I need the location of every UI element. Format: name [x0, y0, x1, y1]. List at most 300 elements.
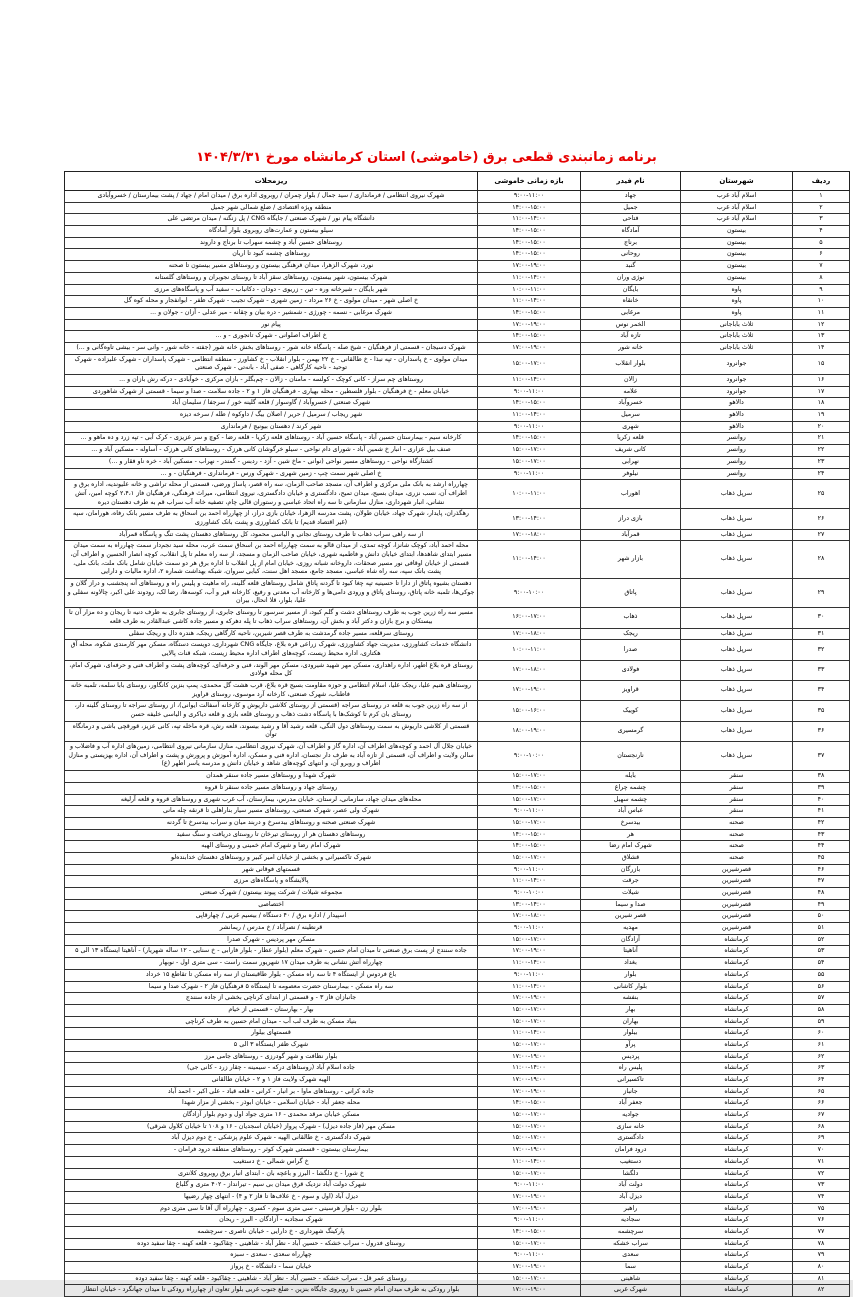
cell-areas: بنیاد مسکن به طرف لب آب - میدان امام حسین به طرف کرناچی	[65, 1016, 478, 1028]
cell-county: صحنه	[681, 841, 793, 853]
table-row	[65, 934, 850, 946]
table-header	[65, 172, 850, 191]
table-row	[65, 421, 850, 433]
cell-row-number: ۶۴	[793, 1075, 850, 1087]
table-row	[65, 191, 850, 203]
cell-feeder: نیلوفر	[581, 468, 681, 480]
cell-areas: خ شورا - خ دلگشا - البرز و باغچه بان - ابتدای انبار برق روبروی کلانتری	[65, 1168, 478, 1180]
table-row	[65, 1016, 850, 1028]
cell-county: سرپل ذهاب	[681, 701, 793, 721]
cell-county: کرمانشاه	[681, 1215, 793, 1227]
cell-row-number: ۶	[793, 249, 850, 261]
cell-areas: روستاهای دهستان هر از روستای تیرخان تا روستای دریافت و سنگ سفید	[65, 829, 478, 841]
cell-areas: شهرک صنعتی صحنه و روستاهای بیدسرخ و دربند میان و سراب بیدسرخ تا گردنه	[65, 817, 478, 829]
cell-row-number: ۴۴	[793, 841, 850, 853]
cell-feeder: سرمیل	[581, 410, 681, 422]
cell-county: کرمانشاه	[681, 1191, 793, 1203]
cell-row-number: ۶۹	[793, 1133, 850, 1145]
cell-county: پاوه	[681, 284, 793, 296]
cell-feeder: صدا و سیما	[581, 899, 681, 911]
cell-county: کرمانشاه	[681, 934, 793, 946]
table-body	[65, 191, 850, 1297]
table-row	[65, 214, 850, 226]
cell-areas: بیمارستان بیستون - قسمتی شهرک کوثر - روستاهای منطقه درود فرامان -	[65, 1145, 478, 1157]
cell-areas: میدان مولوی - خ پاسداران - تپه نبذا - خ طالقانی - خ ۲۲ بهمن - بلوار انقلاب - خ کشاورز - منطقه انتظامی - شهرک پاسداران - شهرک علیزاده - شهرک توحید - ناحیه کارگاهی - صفی آباد - بانه‌تی - شهرک صنعتی	[65, 354, 478, 374]
cell-time: ۱۵:۰۰-۱۶:۰۰	[478, 701, 581, 721]
table-row	[65, 342, 850, 354]
cell-feeder: ذهاب	[581, 608, 681, 628]
table-row	[65, 660, 850, 680]
cell-feeder: زالان	[581, 375, 681, 387]
cell-feeder: ریجک	[581, 628, 681, 640]
cell-row-number: ۷۴	[793, 1191, 850, 1203]
table-row	[65, 721, 850, 741]
cell-areas: رهگذران، پایدار، شهرک جهاد، خیابان طولان، پشت مدرسه الزهرا، خیابان بازی دراز، از چهارراه احمد بن اسحاق به طرف مسیر بانک رفاه، هورامان، سپه (غیر اقتصاد قدیم) تا بانک کشاورزی و پشت بانک کشاورزی	[65, 509, 478, 529]
cell-row-number: ۷	[793, 261, 850, 273]
cell-time: ۱۵:۰۰-۱۷:۰۰	[478, 794, 581, 806]
cell-time: ۱۰:۰۰-۱۱:۰۰	[478, 284, 581, 296]
table-row	[65, 1262, 850, 1274]
cell-row-number: ۸۱	[793, 1273, 850, 1285]
cell-feeder: آمادگاه	[581, 226, 681, 238]
header-cell: نام فیدر	[581, 172, 681, 191]
cell-county: ثلاث باباجانی	[681, 319, 793, 331]
table-row	[65, 433, 850, 445]
cell-county: دالاهو	[681, 421, 793, 433]
cell-feeder: دادگستری	[581, 1133, 681, 1145]
table-row	[65, 888, 850, 900]
cell-row-number: ۱۵	[793, 354, 850, 374]
table-row	[65, 445, 850, 457]
cell-county: سرپل ذهاب	[681, 608, 793, 628]
cell-feeder: پلیس راه	[581, 1063, 681, 1075]
cell-feeder: بازی دراز	[581, 509, 681, 529]
cell-feeder: قمرآباد	[581, 529, 681, 541]
cell-row-number: ۲۷	[793, 529, 850, 541]
cell-feeder: پردیس	[581, 1051, 681, 1063]
cell-feeder: اهوراب	[581, 480, 681, 509]
cell-time: ۱۱:۰۰-۱۴:۰۰	[478, 1028, 581, 1040]
cell-time: ۹:۰۰-۱۰:۰۰	[478, 742, 581, 771]
header-cell: بازه زمانی خاموشی	[478, 172, 581, 191]
cell-feeder: بلوار کاشانی	[581, 981, 681, 993]
cell-county: بیستون	[681, 237, 793, 249]
cell-county: کرمانشاه	[681, 946, 793, 958]
cell-areas: قرنطینه / نصرآباد / خ مدرس / ریمانشر	[65, 923, 478, 935]
cell-feeder: شهری	[581, 421, 681, 433]
table-row	[65, 1028, 850, 1040]
cell-feeder: جوادیه	[581, 1110, 681, 1122]
cell-areas: شهرک مرغابی - نسمه - چورژی - شمشیر - دره بیان و چقانه - میر عدلی - آزان - جولان و ...	[65, 307, 478, 319]
table-row	[65, 782, 850, 794]
cell-time: ۱۷:۰۰-۱۹:۰۰	[478, 1051, 581, 1063]
cell-row-number: ۱۸	[793, 398, 850, 410]
cell-areas: روستای جهاد و روستاهای مسیر جاده سنقر تا قروه	[65, 782, 478, 794]
cell-time: ۱۵:۰۰-۱۷:۰۰	[478, 1273, 581, 1285]
cell-areas: محله جعفر آباد - خیابان اسلامی - خیابان ابوذر - بخشی از مزار شهدا	[65, 1098, 478, 1110]
cell-county: صحنه	[681, 817, 793, 829]
cell-time: ۱۵:۰۰-۱۷:۰۰	[478, 817, 581, 829]
cell-areas: مسکن خیابان مرقد محمدی - ۱۶ متری جواد اول و دوم بلوار آزادگان	[65, 1110, 478, 1122]
cell-row-number: ۶۳	[793, 1063, 850, 1075]
cell-county: کرمانشاه	[681, 1039, 793, 1051]
cell-county: سرپل ذهاب	[681, 509, 793, 529]
cell-time: ۱۷:۰۰-۱۹:۰۰	[478, 319, 581, 331]
cell-areas: شهرک دسیجان - قسمتی از فرهنگیان - شیخ صله - پاسگاه خانه شور - روستاهای بخش خانه شور (جفته - خانه شور - وانی سر - بیشی تاوه‌گانی و ...)	[65, 342, 478, 354]
cell-county: روانسر	[681, 433, 793, 445]
table-row	[65, 1191, 850, 1203]
cell-time: ۱۱:۰۰-۱۴:۰۰	[478, 214, 581, 226]
cell-row-number: ۲۱	[793, 433, 850, 445]
cell-row-number: ۸	[793, 272, 850, 284]
cell-feeder: دستغیب	[581, 1156, 681, 1168]
cell-county: سرپل ذهاب	[681, 680, 793, 700]
cell-county: کرمانشاه	[681, 993, 793, 1005]
cell-areas: بلوار نظافت و شهر گودرزی - روستاهای جامی مرز	[65, 1051, 478, 1063]
cell-county: کرمانشاه	[681, 1203, 793, 1215]
cell-county: کرمانشاه	[681, 1051, 793, 1063]
cell-row-number: ۸۰	[793, 1262, 850, 1274]
cell-county: صحنه	[681, 852, 793, 864]
cell-time: ۱۴:۰۰-۱۵:۰۰	[478, 398, 581, 410]
cell-time: ۱۴:۰۰-۱۵:۰۰	[478, 782, 581, 794]
cell-areas: قسمتی از کلاشی داریوش به سمت روستاهای دول النگی، قلعه رشید آقا و رشید بیسوند، قلعه رش، قره ماخله تپه، کانی عزیز، قورقچی باشی و درمانگاه توآن	[65, 721, 478, 741]
cell-areas: روستای فدرول - سراب خشکه - حسین آباد - نظر آباد - شاهینی - چقاکبود - قلعه کهنه - چقا سفید دوده	[65, 1238, 478, 1250]
cell-county: قصرشیرین	[681, 899, 793, 911]
cell-county: سرپل ذهاب	[681, 480, 793, 509]
cell-row-number: ۳۲	[793, 640, 850, 660]
cell-time: ۱۷:۰۰-۱۹:۰۰	[478, 1145, 581, 1157]
cell-time: ۱۴:۰۰-۱۵:۰۰	[478, 226, 581, 238]
cell-time: ۱۵:۰۰-۱۷:۰۰	[478, 1238, 581, 1250]
cell-county: جوانرود	[681, 375, 793, 387]
cell-time: ۱۱:۰۰-۱۴:۰۰	[478, 296, 581, 308]
cell-feeder: تازه آباد	[581, 331, 681, 343]
cell-row-number: ۴۹	[793, 899, 850, 911]
cell-county: روانسر	[681, 468, 793, 480]
table-row	[65, 468, 850, 480]
cell-row-number: ۶۶	[793, 1098, 850, 1110]
cell-county: قصرشیرین	[681, 888, 793, 900]
cell-areas: قسمتهای فوقانی شهر	[65, 864, 478, 876]
table-row	[65, 509, 850, 529]
cell-areas: شهر کرند / دهستان بیونیج / فرمانداری	[65, 421, 478, 433]
table-row	[65, 541, 850, 579]
cell-time: ۱۶:۰۰-۱۷:۰۰	[478, 608, 581, 628]
cell-row-number: ۷۲	[793, 1168, 850, 1180]
cell-feeder: سجادیه	[581, 1215, 681, 1227]
cell-time: ۱۵:۰۰-۱۷:۰۰	[478, 1121, 581, 1133]
cell-areas: دانشگاه خدمات کشاورزی، مدیریت جهاد کشاورزی، شهرک زراعی قره بلاغ، جایگاه CNG شهرداری، دویست دستگاه، مسکن مهر کارمندی شکوه، محله آق هکتاری، اداره محیط زیست، کوچه‌های اطراف اداره محیط زیست، شبکه قنات پالایی	[65, 640, 478, 660]
cell-row-number: ۳۵	[793, 701, 850, 721]
cell-areas: چهارراه آتش نشانی به طرف میدان ۱۷ شهریور سمت راست - سی متری اول - نوبهار	[65, 958, 478, 970]
cell-feeder: دیزل آباد	[581, 1191, 681, 1203]
cell-row-number: ۹	[793, 284, 850, 296]
cell-areas: مجموعه شیلات / شرکت پیوند بیستون / شهرک صنعتی	[65, 888, 478, 900]
cell-row-number: ۵۵	[793, 969, 850, 981]
cell-time: ۱۵:۰۰-۱۷:۰۰	[478, 934, 581, 946]
cell-time: ۹:۰۰-۱۰:۰۰	[478, 579, 581, 608]
cell-row-number: ۱۲	[793, 319, 850, 331]
cell-feeder: نهرابی	[581, 456, 681, 468]
cell-county: کرمانشاه	[681, 1238, 793, 1250]
cell-areas: بلوار رودکی به طرف میدان امام حسین تا روبروی جایگاه بنزین - ضلع جنوب غربی بلوار تعاون از چهارراه رودکی تا میدان جهانگرد - خیابان انتظار	[65, 1285, 478, 1297]
cell-county: اسلام آباد غرب	[681, 191, 793, 203]
table-row	[65, 1051, 850, 1063]
cell-areas: روستای عمر قل - سراب خشکه - حسین آباد - نظر آباد - شاهینی - چقاکبود - قلعه کهنه - چقا سفید دوده	[65, 1273, 478, 1285]
cell-time: ۱۰:۰۰-۱۱:۰۰	[478, 480, 581, 509]
cell-county: قصرشیرین	[681, 864, 793, 876]
cell-row-number: ۷۸	[793, 1238, 850, 1250]
cell-county: سنقر	[681, 771, 793, 783]
cell-time: ۱۴:۰۰-۱۵:۰۰	[478, 202, 581, 214]
cell-areas: الهیه شهرک ولایت فاز ۱ و ۲ - خیابان طالقانی	[65, 1075, 478, 1087]
cell-areas: سه راه مسکن - بیمارستان حضرت معصومه تا ایستگاه ۵ فرهنگیان فاز ۲ - شهرک صدا و سیما	[65, 981, 478, 993]
cell-row-number: ۴۲	[793, 817, 850, 829]
cell-feeder: چشمه سهیل	[581, 794, 681, 806]
cell-time: ۱۷:۰۰-۱۸:۰۰	[478, 911, 581, 923]
cell-areas: دهستان بشیوه پاتاق از دارا تا حسینیه تپه چغا کبود تا گردنه پاتاق شامل روستاهای قلعه گلینه، راه ماهیت و پلیس راه و روستاهای آنه پنجشنب و دراز گلان و جوکی‌ها، تلمبه خانه پاتاق، روستای پاتاق و ورودی دامی‌ها و کارخانه آب معدنی و رفیع، کارخانه قیر و آب، کوسه‌ها، رضا لک، رودوند علی اکبر، چالاونه سفلی و علیا، بلوار، قلا انحال، بیران	[65, 579, 478, 608]
cell-row-number: ۳۰	[793, 608, 850, 628]
cell-row-number: ۲۰	[793, 421, 850, 433]
cell-county: قصرشیرین	[681, 911, 793, 923]
cell-areas: دیزل آباد (اول و سوم - خ علاف‌ها تا فاز ۲ و ۴) - انتهای چهار رضیها	[65, 1191, 478, 1203]
cell-county: روانسر	[681, 456, 793, 468]
table-row	[65, 958, 850, 970]
table-row	[65, 529, 850, 541]
cell-areas: خیابان سما - دانشگاه - خ پرواز	[65, 1262, 478, 1274]
cell-county: پاوه	[681, 296, 793, 308]
cell-time: ۱۵:۰۰-۱۷:۰۰	[478, 1133, 581, 1145]
cell-row-number: ۶۲	[793, 1051, 850, 1063]
cell-time: ۱۵:۰۰-۱۷:۰۰	[478, 1016, 581, 1028]
cell-row-number: ۳۹	[793, 782, 850, 794]
cell-row-number: ۲۲	[793, 445, 850, 457]
cell-county: سرپل ذهاب	[681, 640, 793, 660]
cell-row-number: ۵۶	[793, 981, 850, 993]
cell-feeder: قشلاق	[581, 852, 681, 864]
cell-time: ۱۴:۰۰-۱۵:۰۰	[478, 841, 581, 853]
table-row	[65, 923, 850, 935]
cell-row-number: ۵	[793, 237, 850, 249]
header-row	[65, 172, 850, 191]
cell-feeder: بیدسرخ	[581, 817, 681, 829]
cell-areas: جاده اسلام آباد (روستاهای درکه - سیمینه - چقار زرد - کانی جی)	[65, 1063, 478, 1075]
cell-areas: چهارراه سعدی - سعدی - سبزه	[65, 1250, 478, 1262]
page-title: برنامه زمانبندی قطعی برق (خاموشی) استان کرمانشاه مورخ ۱۴۰۴/۳/۳۱	[196, 150, 657, 165]
table-row	[65, 249, 850, 261]
cell-areas: شهرک نیروی انتظامی / فرمانداری / سید جمال / بلوار چمران / روبروی اداره برق / میدان امام / جهاد / پشت بیمارستان / خسروآبادی	[65, 191, 478, 203]
cell-areas: شهرک ظفر ایستگاه ۳ الی ۵	[65, 1039, 478, 1051]
cell-row-number: ۳۶	[793, 721, 850, 741]
cell-time: ۱۴:۰۰-۱۵:۰۰	[478, 237, 581, 249]
cell-county: سرپل ذهاب	[681, 742, 793, 771]
cell-county: سرپل ذهاب	[681, 660, 793, 680]
table-row	[65, 319, 850, 331]
cell-row-number: ۵۰	[793, 911, 850, 923]
cell-areas: سیلو بیستون و عمارت‌های روبروی بلوار آمادگاه	[65, 226, 478, 238]
cell-feeder: جعفر آباد	[581, 1098, 681, 1110]
cell-county: سنقر	[681, 806, 793, 818]
cell-feeder: خانه شور	[581, 342, 681, 354]
cell-row-number: ۳۳	[793, 660, 850, 680]
cell-areas: جانبازان فاز ۳ - و قسمتی از ابتدای کرناچی بخشی از جاده سنندج	[65, 993, 478, 1005]
cell-areas: قسمتهای بیلوار	[65, 1028, 478, 1040]
cell-county: جوانرود	[681, 386, 793, 398]
table-row	[65, 911, 850, 923]
cell-county: بیستون	[681, 261, 793, 273]
cell-areas: روستاهای حسین آباد و چشمه سهراب تا برناج و داروند	[65, 237, 478, 249]
cell-feeder: سما	[581, 1262, 681, 1274]
cell-areas: نورد، شهرک الزهرا، میدان فرهنگی بیستون و روستاهای مسیر بیستون تا صحنه	[65, 261, 478, 273]
cell-row-number: ۵۸	[793, 1004, 850, 1016]
cell-areas: منطقه ویژه اقتصادی / ضلع شمالی شهر جمیل	[65, 202, 478, 214]
cell-county: کرمانشاه	[681, 1133, 793, 1145]
table-row	[65, 284, 850, 296]
cell-feeder: بایله	[581, 771, 681, 783]
cell-feeder: آزادگان	[581, 934, 681, 946]
cell-feeder: بلوار انقلاب	[581, 354, 681, 374]
cell-time: ۹:۰۰-۱۱:۰۰	[478, 1250, 581, 1262]
cell-row-number: ۱۱	[793, 307, 850, 319]
cell-feeder: شهرک غربی	[581, 1285, 681, 1297]
cell-row-number: ۱	[793, 191, 850, 203]
cell-time: ۱۴:۰۰-۱۵:۰۰	[478, 307, 581, 319]
table-row	[65, 608, 850, 628]
cell-feeder: جرقت	[581, 876, 681, 888]
cell-areas: بلوار زن - بلوار هرسینی - سی متری سوم - کسری - چهارراه آل آقا تا سی متری دوم	[65, 1203, 478, 1215]
cell-time: ۱۵:۰۰-۱۷:۰۰	[478, 1168, 581, 1180]
cell-row-number: ۴۳	[793, 829, 850, 841]
cell-time: ۱۴:۰۰-۱۵:۰۰	[478, 249, 581, 261]
cell-areas: خ اصلی شهر سمت چپ - زمین شهری - شهرک ورس - فرمانداری - فرهنگیان - و ...	[65, 468, 478, 480]
cell-time: ۱۴:۰۰-۱۵:۰۰	[478, 1226, 581, 1238]
cell-county: ثلاث باباجانی	[681, 342, 793, 354]
cell-row-number: ۶۰	[793, 1028, 850, 1040]
cell-areas: شهرک سجادیه - آزادگان - البرز - ریحان	[65, 1215, 478, 1227]
cell-county: کرمانشاه	[681, 1145, 793, 1157]
cell-areas: مسیر سه راه زرین جوب به طرف روستاهای دشت و گلم کبود، از مسیر سرسور تا روستای جابری، از روستای جابری به طرف دنیه تا ریجان و ده مزار آن تا بیستکان و برج بازان و دکتر آباد و بخش آن، روستاهای سراب ذهاب تا پله دهرکه و مسیر جاده کاشی عبدالقادر به طرف قلعه	[65, 608, 478, 628]
cell-time: ۱۴:۰۰-۱۵:۰۰	[478, 433, 581, 445]
cell-areas: شهرک صنعتی / خسروآباد / گاوسوار / قلعه گلینه خور / سرجفا / سلیمان آباد	[65, 398, 478, 410]
cell-row-number: ۸۲	[793, 1285, 850, 1297]
table-row	[65, 876, 850, 888]
cell-areas: جاده کرانی - روستاهای ماوا - بر انبار - کرانی - قلعه قباد - علی اکبر - احمد آباد	[65, 1086, 478, 1098]
table-row	[65, 829, 850, 841]
cell-time: ۱۵:۰۰-۱۷:۰۰	[478, 445, 581, 457]
cell-county: کرمانشاه	[681, 1004, 793, 1016]
header-cell: شهرستان	[681, 172, 793, 191]
cell-county: سنقر	[681, 782, 793, 794]
cell-county: قصرشیرین	[681, 923, 793, 935]
cell-feeder: خسروآباد	[581, 398, 681, 410]
cell-feeder: چشمه چراغ	[581, 782, 681, 794]
table-row	[65, 1063, 850, 1075]
table-row	[65, 202, 850, 214]
cell-areas: دانشگاه پیام نور / شهرک صنعتی / جایگاه CNG / پل زنگنه / میدان مرتضی علی	[65, 214, 478, 226]
cell-row-number: ۶۸	[793, 1121, 850, 1133]
cell-areas: خ گراس شمالی - خ دستغیب	[65, 1156, 478, 1168]
table-row	[65, 1004, 850, 1016]
cell-feeder: خانقاه	[581, 296, 681, 308]
cell-areas: شهرک امام رضا و شهرک امام خمینی و روستای الهیه	[65, 841, 478, 853]
cell-county: قصرشیرین	[681, 876, 793, 888]
cell-county: ثلاث باباجانی	[681, 331, 793, 343]
cell-row-number: ۷۵	[793, 1203, 850, 1215]
cell-county: کرمانشاه	[681, 1028, 793, 1040]
cell-feeder: قصر شیرین	[581, 911, 681, 923]
cell-time: ۱۷:۰۰-۱۹:۰۰	[478, 1191, 581, 1203]
cell-county: کرمانشاه	[681, 1156, 793, 1168]
cell-county: بیستون	[681, 226, 793, 238]
cell-row-number: ۷۰	[793, 1145, 850, 1157]
cell-county: کرمانشاه	[681, 1168, 793, 1180]
cell-county: دالاهو	[681, 398, 793, 410]
cell-areas: جاده سنندج از پست برق صنعتی تا میدان امام حسین - شهرک معلم (بلوار عطار - بلوار فارابی - خ سنایی - ۱۲ ساله شهریار) - آناهیتا ایستگاه ۱۳ الی ۵	[65, 946, 478, 958]
table-row	[65, 993, 850, 1005]
cell-row-number: ۵۳	[793, 946, 850, 958]
cell-time: ۹:۰۰-۱۱:۰۰	[478, 923, 581, 935]
cell-areas: پالایشگاه و پاسگاه‌های مرزی	[65, 876, 478, 888]
cell-feeder: بلوار	[581, 969, 681, 981]
table-row	[65, 1215, 850, 1227]
cell-row-number: ۳۸	[793, 771, 850, 783]
cell-row-number: ۶۱	[793, 1039, 850, 1051]
cell-row-number: ۱۷	[793, 386, 850, 398]
table-row	[65, 1098, 850, 1110]
table-row	[65, 1168, 850, 1180]
cell-feeder: سعدی	[581, 1250, 681, 1262]
cell-areas: بهار - بهارستان - قسمتی از خیام	[65, 1004, 478, 1016]
cell-areas: شهرک بیستون، شهر بیستون، روستاهای سقز آباد تا روستای نجوبران و روستاهای گلستانه	[65, 272, 478, 284]
cell-time: ۱۵:۰۰-۱۷:۰۰	[478, 852, 581, 864]
cell-row-number: ۲۳	[793, 456, 850, 468]
cell-feeder: بهاران	[581, 1016, 681, 1028]
cell-time: ۱۴:۰۰-۱۵:۰۰	[478, 829, 581, 841]
cell-county: بیستون	[681, 272, 793, 284]
cell-row-number: ۴۰	[793, 794, 850, 806]
cell-time: ۱۵:۰۰-۱۷:۰۰	[478, 1110, 581, 1122]
table-row	[65, 899, 850, 911]
cell-areas: روستاهای چم سراز - کانی کوچک - کولسه - مامنان - زالان - چم‌بگلر - بازان مرکزی - خوآبادی - درکه رش بازان و ...	[65, 375, 478, 387]
cell-row-number: ۵۹	[793, 1016, 850, 1028]
cell-time: ۱۷:۰۰-۱۹:۰۰	[478, 342, 581, 354]
cell-feeder: گنبد	[581, 261, 681, 273]
cell-county: کرمانشاه	[681, 1180, 793, 1192]
table-row	[65, 386, 850, 398]
cell-areas: خ اصلی شهر - میدان مولوی - خ ۲۶ مرداد - زمین شهری - شهرک نجیب - شهرک ظفر - ابوانفجار و محله کوه گل	[65, 296, 478, 308]
table-row	[65, 375, 850, 387]
table-row	[65, 1203, 850, 1215]
cell-time: ۱۷:۰۰-۱۸:۰۰	[478, 529, 581, 541]
table-row	[65, 354, 850, 374]
cell-row-number: ۷۱	[793, 1156, 850, 1168]
cell-feeder: شیلات	[581, 888, 681, 900]
table-row	[65, 237, 850, 249]
cell-county: سرپل ذهاب	[681, 579, 793, 608]
cell-time: ۹:۰۰-۱۱:۰۰	[478, 969, 581, 981]
cell-time: ۱۱:۰۰-۱۴:۰۰	[478, 541, 581, 579]
table-row	[65, 1250, 850, 1262]
cell-areas: شهرک تاکسیرانی و بخشی از خیابان امیر کبیر و روستاهای دهستان خدابنده‌لو	[65, 852, 478, 864]
table-row	[65, 946, 850, 958]
cell-areas: مسکن مهر (فاز جاده دیزل) - شهرک پرواز (خیابان اسجدیان - ۱۶ و ۱۰۸ تا خیابان کلاول شرقی)	[65, 1121, 478, 1133]
cell-time: ۱۳:۰۰-۱۴:۰۰	[478, 899, 581, 911]
table-row	[65, 1133, 850, 1145]
cell-county: سنقر	[681, 794, 793, 806]
cell-areas: محله‌های میدان جهاد، سازمانی، لرستان، خیابان مدرس، بیمارستان، آب غرب شهری و روستاهای قروه و قلعه آرلیغه	[65, 794, 478, 806]
cell-areas: شهر ریجاب / سرمیل / حریر / اصلان بیگ / داوکوه / طله / سرخه دیزه	[65, 410, 478, 422]
